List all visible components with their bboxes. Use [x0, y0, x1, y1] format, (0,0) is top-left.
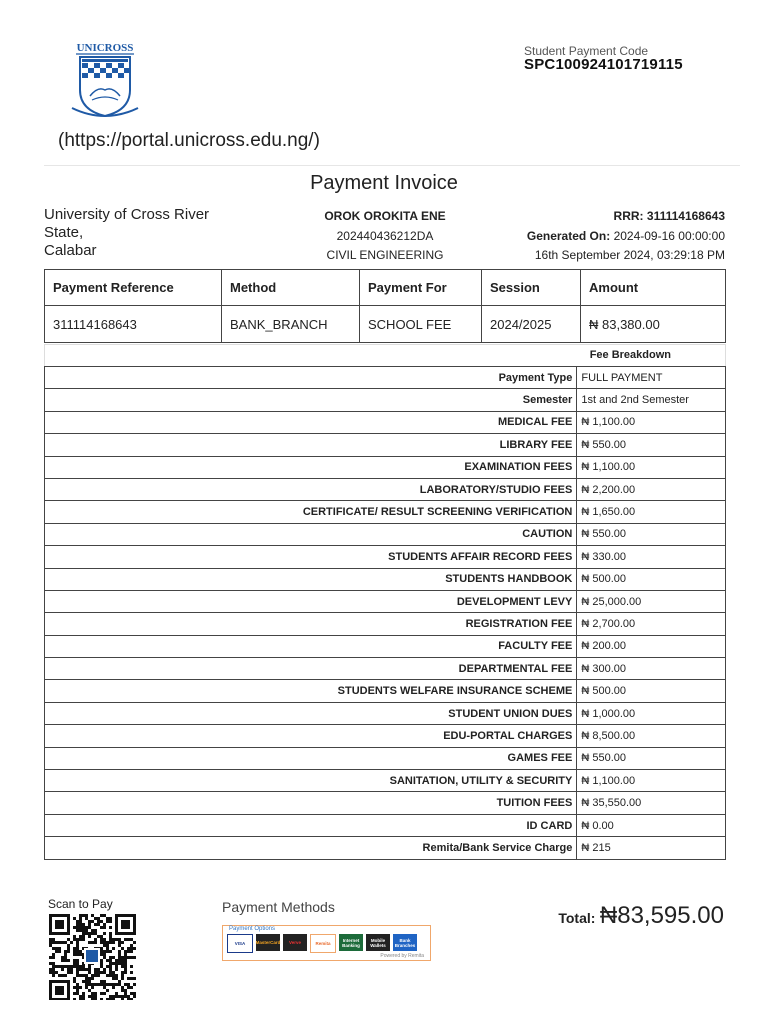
- portal-url-link[interactable]: (https://portal.unicross.edu.ng/): [58, 130, 320, 151]
- total-label: Total:: [558, 910, 596, 926]
- fee-value: ₦ 1,100.00: [577, 770, 726, 792]
- fee-label: STUDENTS HANDBOOK: [45, 568, 577, 590]
- rrr-value: 311114168643: [646, 209, 725, 223]
- fee-label: LIBRARY FEE: [45, 434, 577, 456]
- table-row: [45, 501, 726, 523]
- scan-to-pay-label: Scan to Pay: [48, 897, 113, 911]
- student-info: [290, 207, 480, 266]
- fee-label: Remita/Bank Service Charge: [45, 837, 577, 859]
- generated-line: [527, 227, 725, 247]
- col-method: Method: [222, 270, 360, 306]
- table-row: [45, 814, 726, 836]
- col-amount: Amount: [581, 270, 726, 306]
- fee-label: REGISTRATION FEE: [45, 613, 577, 635]
- rrr-line: [527, 207, 725, 227]
- fee-label: ID CARD: [45, 814, 577, 836]
- fee-label: LABORATORY/STUDIO FEES: [45, 478, 577, 500]
- fee-value: ₦ 1,100.00: [577, 456, 726, 478]
- col-payment-reference: Payment Reference: [45, 270, 222, 306]
- fee-breakdown-table: [44, 366, 726, 860]
- table-row: [45, 837, 726, 859]
- fee-label: STUDENT UNION DUES: [45, 702, 577, 724]
- table-row: [45, 411, 726, 433]
- payment-code-label: Student Payment Code: [524, 44, 649, 58]
- fee-label: CERTIFICATE/ RESULT SCREENING VERIFICATION: [45, 501, 577, 523]
- table-row: [45, 478, 726, 500]
- institution-name: [44, 206, 244, 260]
- table-row: [45, 568, 726, 590]
- fee-label: STUDENTS AFFAIR RECORD FEES: [45, 546, 577, 568]
- fee-value: ₦ 550.00: [577, 747, 726, 769]
- col-payment-for: Payment For: [360, 270, 482, 306]
- fee-value: ₦ 200.00: [577, 635, 726, 657]
- fee-breakdown-title: Fee Breakdown: [44, 344, 726, 366]
- cell-amount: ₦ 83,380.00: [581, 306, 726, 343]
- logo-text: UNICROSS: [76, 42, 134, 54]
- total-amount: ₦83,595.00: [599, 902, 724, 929]
- fee-label: TUITION FEES: [45, 792, 577, 814]
- table-row: [45, 367, 726, 389]
- remita-logo: Remita: [310, 934, 336, 953]
- table-row: [45, 747, 726, 769]
- table-row: [45, 792, 726, 814]
- fee-label: MEDICAL FEE: [45, 411, 577, 433]
- fee-label: FACULTY FEE: [45, 635, 577, 657]
- fee-label: Payment Type: [45, 367, 577, 389]
- bank-branches-logo: Bank Branches: [393, 934, 417, 951]
- fee-value: ₦ 1,100.00: [577, 411, 726, 433]
- payment-code-value: SPC100924101719115: [524, 56, 683, 73]
- fee-value: ₦ 2,700.00: [577, 613, 726, 635]
- qr-code[interactable]: [48, 914, 136, 1000]
- invoice-meta: [527, 207, 725, 266]
- table-row: [45, 658, 726, 680]
- table-row: [45, 306, 726, 343]
- fee-value: ₦ 0.00: [577, 814, 726, 836]
- fee-value: ₦ 1,650.00: [577, 501, 726, 523]
- mastercard-logo: MasterCard: [256, 934, 280, 951]
- fee-value: ₦ 300.00: [577, 658, 726, 680]
- cell-method: BANK_BRANCH: [222, 306, 360, 343]
- table-row: [45, 725, 726, 747]
- payment-table-header: [45, 270, 726, 306]
- institution-line-3: Calabar: [44, 242, 97, 259]
- payment-options-label: Payment Options: [229, 926, 276, 932]
- generated-value: 2024-09-16 00:00:00: [613, 228, 725, 243]
- table-row: [45, 680, 726, 702]
- university-logo: [68, 40, 142, 120]
- cell-payment-reference: 311114168643: [45, 306, 222, 343]
- student-department: CIVIL ENGINEERING: [326, 248, 444, 262]
- powered-by-remita: Powered by Remita: [380, 953, 424, 959]
- fee-label: Semester: [45, 389, 577, 411]
- internet-banking-logo: Internet Banking: [339, 934, 363, 951]
- table-row: [45, 546, 726, 568]
- cell-payment-for: SCHOOL FEE: [360, 306, 482, 343]
- payment-table: [44, 269, 726, 343]
- fee-label: DEPARTMENTAL FEE: [45, 658, 577, 680]
- mobile-wallets-logo: Mobile Wallets: [366, 934, 390, 951]
- page-title: Payment Invoice: [310, 172, 458, 194]
- fee-label: GAMES FEE: [45, 747, 577, 769]
- fee-value: ₦ 500.00: [577, 680, 726, 702]
- table-row: [45, 613, 726, 635]
- payment-methods-label: Payment Methods: [222, 899, 335, 915]
- fee-label: SANITATION, UTILITY & SECURITY: [45, 770, 577, 792]
- fee-value: ₦ 500.00: [577, 568, 726, 590]
- generated-label: Generated On:: [526, 228, 611, 243]
- fee-value: FULL PAYMENT: [577, 367, 726, 389]
- fee-value: ₦ 1,000.00: [577, 702, 726, 724]
- fee-label: EDU-PORTAL CHARGES: [45, 725, 577, 747]
- fee-label: DEVELOPMENT LEVY: [45, 590, 577, 612]
- fee-value: ₦ 215: [577, 837, 726, 859]
- table-row: [45, 434, 726, 456]
- rrr-label: RRR:: [613, 209, 644, 223]
- fee-value: ₦ 35,550.00: [577, 792, 726, 814]
- fee-label: STUDENTS WELFARE INSURANCE SCHEME: [45, 680, 577, 702]
- fee-value: 1st and 2nd Semester: [577, 389, 726, 411]
- total: [558, 902, 724, 930]
- table-row: [45, 523, 726, 545]
- table-row: [45, 770, 726, 792]
- fee-value: ₦ 25,000.00: [577, 590, 726, 612]
- fee-value: ₦ 330.00: [577, 546, 726, 568]
- fee-value: ₦ 550.00: [577, 434, 726, 456]
- fee-value: ₦ 550.00: [577, 523, 726, 545]
- student-name: OROK OROKITA ENE: [324, 209, 446, 223]
- table-row: [45, 456, 726, 478]
- fee-label: CAUTION: [45, 523, 577, 545]
- verve-logo: Verve: [283, 934, 307, 951]
- table-row: [45, 389, 726, 411]
- institution-line-1: University of Cross River: [44, 206, 210, 223]
- col-session: Session: [482, 270, 581, 306]
- payment-methods-banner: [222, 925, 431, 961]
- generated-date-text: 16th September 2024, 03:29:18 PM: [534, 248, 725, 262]
- table-row: [45, 635, 726, 657]
- fee-value: ₦ 2,200.00: [577, 478, 726, 500]
- header-divider: [44, 165, 740, 166]
- cell-session: 2024/2025: [482, 306, 581, 343]
- table-row: [45, 590, 726, 612]
- student-reg-no: 202440436212DA: [336, 228, 434, 243]
- visa-logo: VISA: [227, 934, 253, 953]
- table-row: [45, 702, 726, 724]
- fee-label: EXAMINATION FEES: [45, 456, 577, 478]
- fee-value: ₦ 8,500.00: [577, 725, 726, 747]
- institution-line-2: State,: [44, 224, 84, 241]
